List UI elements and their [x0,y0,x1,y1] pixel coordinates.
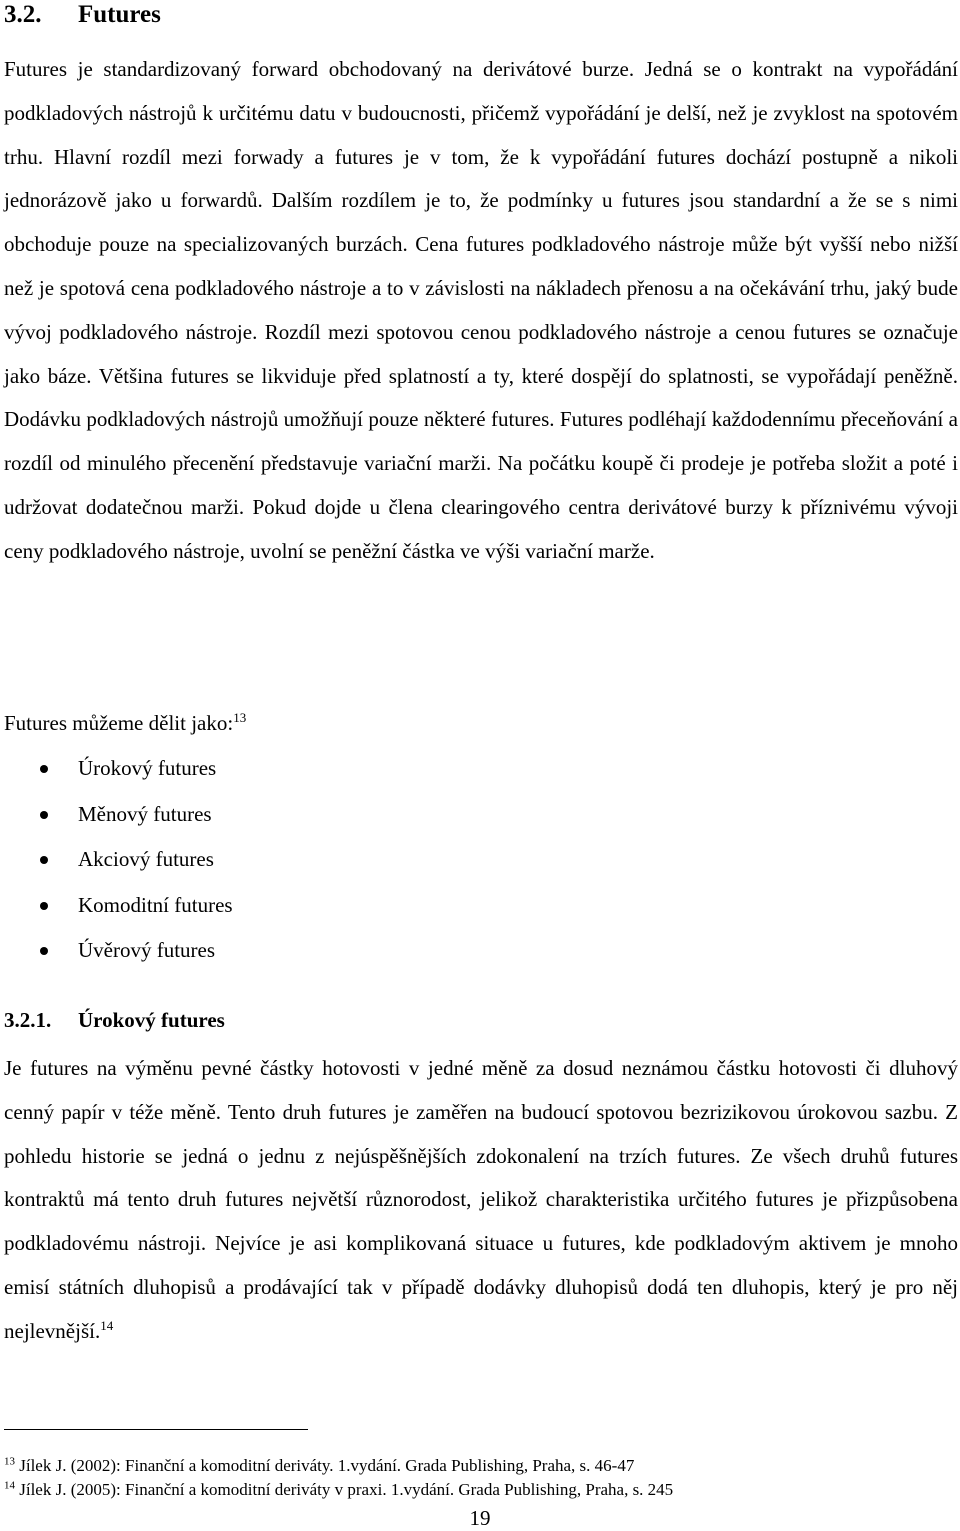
bullet-icon [40,765,48,773]
footnote-14 [4,1479,673,1501]
section-number: 3.2. [4,1,42,28]
paragraph-text: Je futures na výměnu pevné částky hotovosti v jedné měně za dosud neznámou částku hotovosti či dluhový cenný papír v téže měně. Tento druh futures je zaměřen na budoucí spotovou bezrizikovou úrokovou sazbu. Z pohledu historie se jedná o jednu z nejúspěšnějších zdokonalení na trzích futures. Ze všech druhů futures kontraktů má tento druh futures největší různorodost, jelikož charakteristika určitého futures je přizpůsobena podkladovému nástroji. Nejvíce je asi komplikovaná situace u futures, kde podkladovým aktivem je mnoho emisí státních dluhopisů a prodávající tak v případě dodávky dluhopisů dodá ten dluhopis, který je pro něj nejlevnější. [4,1056,958,1343]
section-heading [4,0,161,30]
list-intro-text: Futures můžeme dělit jako: [4,711,234,735]
futures-types-list [0,746,233,974]
list-item: Měnový futures [0,792,233,838]
footnote-text: Jílek J. (2002): Finanční a komoditní deriváty. 1.vydání. Grada Publishing, Praha, s. 46-47 [19,1456,635,1475]
page-number: 19 [469,1506,491,1530]
bullet-icon [40,902,48,910]
bullet-icon [40,947,48,955]
footnote-number: 13 [4,1455,15,1468]
footnote-ref-14: 14 [100,1317,114,1333]
subsection-heading [4,1005,225,1035]
list-item: Komoditní futures [0,883,233,929]
subsection-number: 3.2.1. [4,1008,52,1032]
subsection-title: Úrokový futures [78,1008,225,1032]
footnote-13 [4,1455,634,1477]
list-item: Úvěrový futures [0,928,233,974]
footnote-text: Jílek J. (2005): Finanční a komoditní deriváty v praxi. 1.vydání. Grada Publishing, Praha, s. 245 [19,1480,674,1499]
footnote-divider [4,1429,308,1430]
section-title: Futures [78,1,161,28]
footnote-number: 14 [4,1479,15,1492]
list-intro [4,702,246,745]
bullet-icon [40,856,48,864]
footnote-ref-13: 13 [233,710,247,725]
bullet-icon [40,811,48,819]
list-item: Akciový futures [0,837,233,883]
futures-definition-paragraph: Futures je standardizovaný forward obchodovaný na derivátové burze. Jedná se o kontrakt na vypořádání podkladových nástrojů k určitému datu v budoucnosti, přičemž vypořádání je delší, než je zvyklost na spotovém trhu. Hlavní rozdíl mezi forwady a futures je v tom, že k vypořádání futures dochází postupně a nikoli jednorázově jako u forwardů. Dalším rozdílem je to, že podmínky u futures jsou standardní a že se s nimi obchoduje pouze na specializovaných burzách. Cena futures podkladového nástroje může být vyšší nebo nižší než je spotová cena podkladového nástroje a to v závislosti na nákladech přenosu a na očekávání trhu, jaký bude vývoj podkladového nástroje. Rozdíl mezi spotovou cenou podkladového nástroje a cenou futures se označuje jako báze. Většina futures se likviduje před splatností a ty, které dospějí do splatnosti, se vypořádají peněžně. Dodávku podkladových nástrojů umožňují pouze některé futures. Futures podléhají každodennímu přeceňování a rozdíl od minulého přecenění představuje variační marži. Na počátku koupě či prodeje je potřeba složit a poté i udržovat dodatečnou marži. Pokud dojde u člena clearingového centra derivátové burzy k příznivému vývoji ceny podkladového nástroje, uvolní se peněžní částka ve výši variační marže. [4,57,958,563]
interest-futures-paragraph [4,1047,958,1354]
list-item: Úrokový futures [0,746,233,792]
